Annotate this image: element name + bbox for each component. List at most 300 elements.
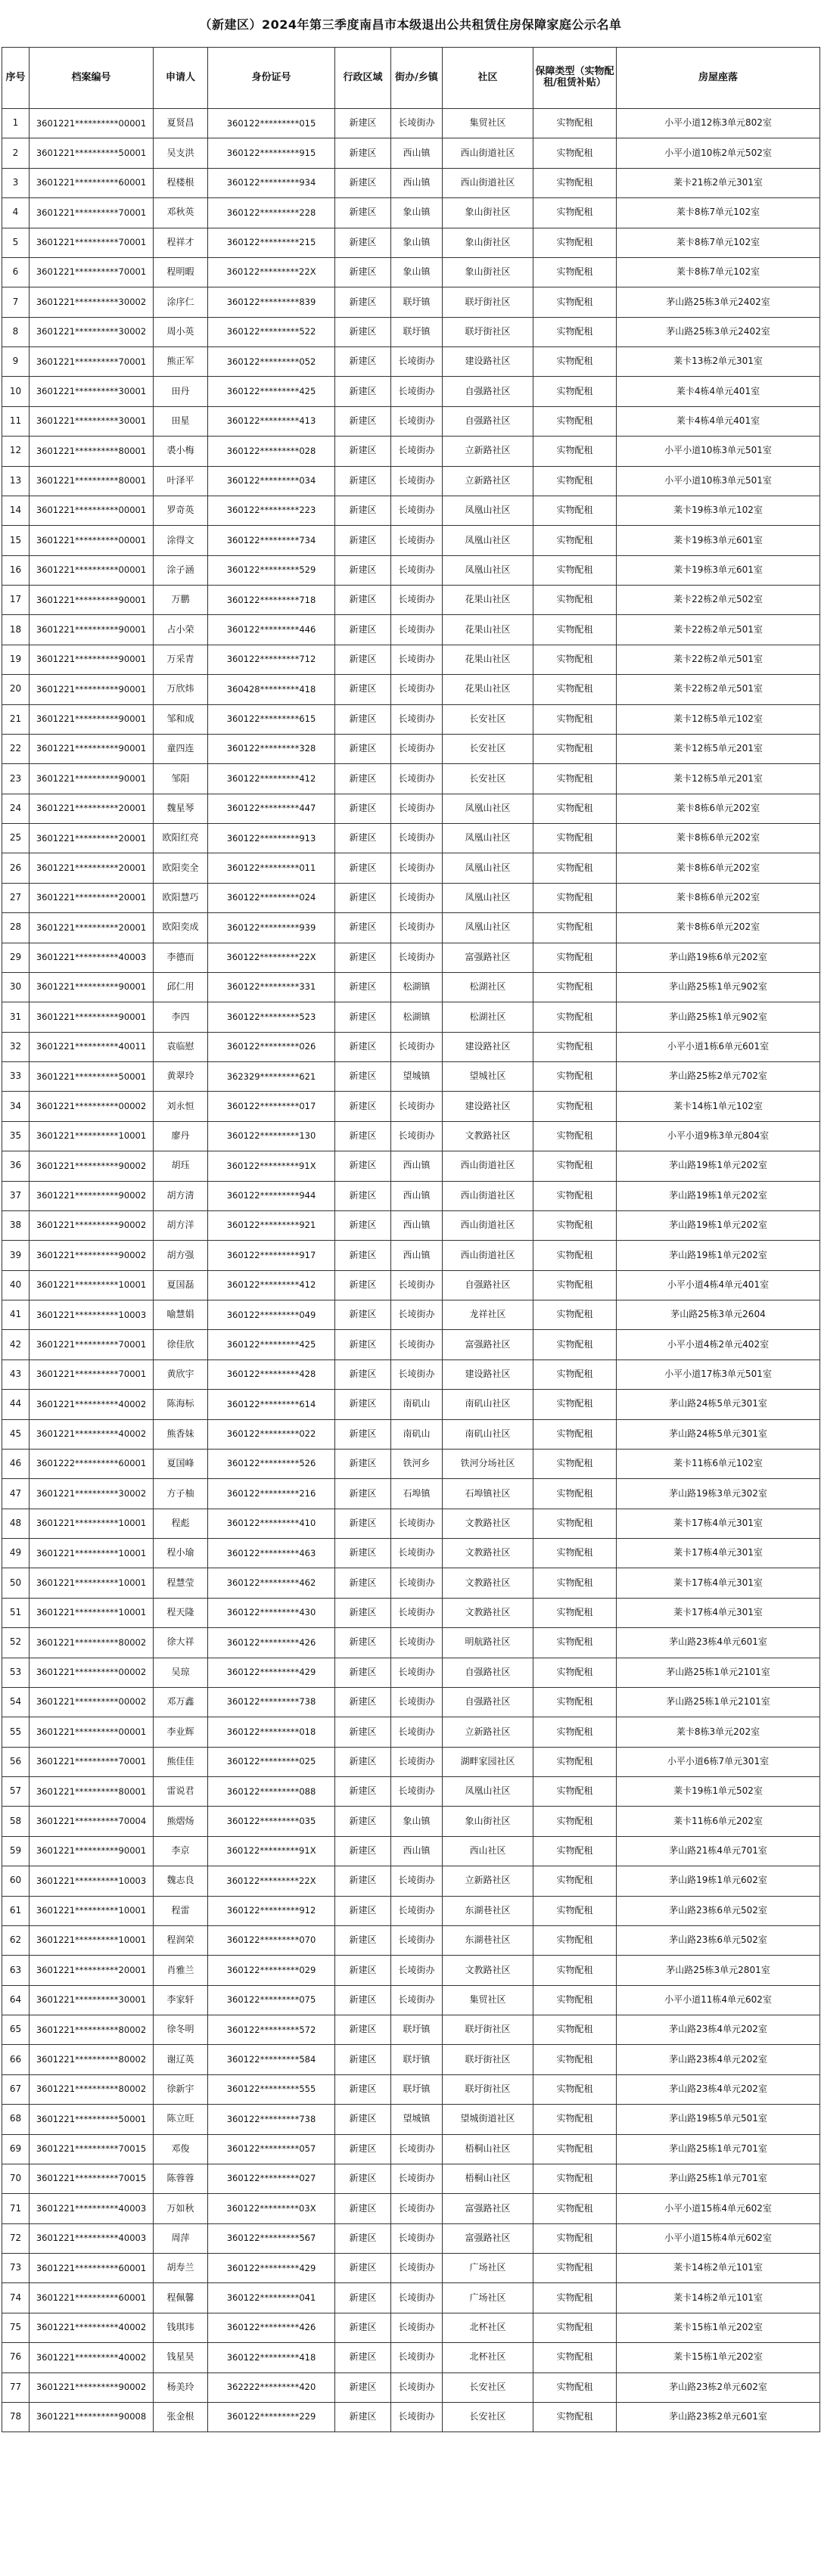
cell-id-no: 360122*********413 [208,406,335,436]
cell-applicant: 钱星昊 [154,2343,208,2372]
cell-index: 33 [2,1062,30,1092]
cell-index: 70 [2,2164,30,2193]
cell-subdistrict: 长堎街办 [391,1568,443,1598]
cell-address: 茅山路25栋3单元2402室 [617,317,820,346]
table-row [2,2015,820,2045]
cell-district: 新建区 [335,1390,391,1419]
cell-community: 文教路社区 [443,1509,533,1538]
cell-applicant: 欧阳慧巧 [154,883,208,912]
table-row [2,2283,820,2313]
cell-index: 62 [2,1925,30,1955]
cell-index: 7 [2,287,30,317]
cell-subdistrict: 长堎街办 [391,615,443,645]
cell-file-no: 3601221**********40003 [30,2194,154,2223]
table-row [2,943,820,972]
cell-address: 莱卡19栋3单元102室 [617,496,820,525]
table-row [2,109,820,138]
cell-district: 新建区 [335,466,391,496]
cell-district: 新建区 [335,883,391,912]
cell-subdistrict: 长堎街办 [391,1121,443,1151]
table-row [2,138,820,168]
cell-subdistrict: 象山镇 [391,257,443,287]
cell-subdistrict: 长堎街办 [391,1956,443,1985]
cell-index: 73 [2,2254,30,2283]
cell-address: 小平小道15栋4单元602室 [617,2194,820,2223]
cell-address: 莱卡22栋2单元501室 [617,615,820,645]
cell-community: 长安社区 [443,734,533,763]
cell-support-type: 实物配租 [533,2105,617,2134]
header-cell-address: 房屋座落 [617,48,820,109]
cell-support-type: 实物配租 [533,2223,617,2253]
cell-district: 新建区 [335,2343,391,2372]
cell-file-no: 3601221**********00001 [30,496,154,525]
cell-address: 茅山路19栋5单元501室 [617,2105,820,2134]
cell-file-no: 3601221**********30002 [30,317,154,346]
cell-community: 立新路社区 [443,1866,533,1896]
cell-community: 花果山社区 [443,586,533,615]
cell-community: 文教路社区 [443,1539,533,1568]
cell-subdistrict: 长堎街办 [391,2402,443,2432]
cell-community: 凤凰山社区 [443,824,533,853]
cell-support-type: 实物配租 [533,555,617,585]
cell-community: 自强路社区 [443,377,533,406]
cell-support-type: 实物配租 [533,1985,617,2015]
cell-index: 67 [2,2074,30,2104]
cell-support-type: 实物配租 [533,615,617,645]
cell-support-type: 实物配租 [533,764,617,794]
cell-community: 文教路社区 [443,1956,533,1985]
cell-subdistrict: 长堎街办 [391,913,443,943]
table-row [2,1210,820,1240]
cell-support-type: 实物配租 [533,1925,617,1955]
cell-community: 明航路社区 [443,1628,533,1658]
cell-district: 新建区 [335,1807,391,1836]
cell-subdistrict: 长堎街办 [391,794,443,823]
cell-file-no: 3601221**********10001 [30,1925,154,1955]
cell-subdistrict: 松湖镇 [391,972,443,1002]
cell-address: 小平小道10栋3单元501室 [617,437,820,466]
cell-applicant: 黄翠玲 [154,1062,208,1092]
cell-district: 新建区 [335,1121,391,1151]
cell-index: 68 [2,2105,30,2134]
cell-id-no: 360122*********462 [208,1568,335,1598]
cell-id-no: 360122*********024 [208,883,335,912]
cell-id-no: 360122*********91X [208,1836,335,1866]
cell-address: 小平小道10栋3单元501室 [617,466,820,496]
table-row [2,1449,820,1478]
cell-applicant: 谢辽英 [154,2045,208,2074]
cell-community: 西山社区 [443,1836,533,1866]
cell-id-no: 360122*********555 [208,2074,335,2104]
cell-district: 新建区 [335,1151,391,1181]
cell-district: 新建区 [335,1032,391,1061]
cell-id-no: 360122*********91X [208,1151,335,1181]
cell-file-no: 3601221**********90002 [30,1210,154,1240]
cell-address: 小平小道9栋3单元804室 [617,1121,820,1151]
cell-index: 18 [2,615,30,645]
cell-subdistrict: 长堎街办 [391,764,443,794]
cell-index: 24 [2,794,30,823]
cell-file-no: 3601221**********80002 [30,2074,154,2104]
cell-community: 望城街道社区 [443,2105,533,2134]
table-row [2,1687,820,1717]
cell-applicant: 程雷 [154,1896,208,1925]
table-row [2,2372,820,2402]
cell-subdistrict: 长堎街办 [391,1658,443,1687]
cell-subdistrict: 长堎街办 [391,1300,443,1330]
cell-support-type: 实物配租 [533,2283,617,2313]
cell-applicant: 陈海标 [154,1390,208,1419]
cell-subdistrict: 长堎街办 [391,675,443,704]
cell-index: 27 [2,883,30,912]
cell-support-type: 实物配租 [533,228,617,257]
cell-file-no: 3601221**********10001 [30,1121,154,1151]
cell-address: 茅山路25栋1单元701室 [617,2134,820,2164]
table-row [2,1121,820,1151]
table-row [2,406,820,436]
cell-subdistrict: 长堎街办 [391,1866,443,1896]
cell-community: 集贸社区 [443,109,533,138]
cell-id-no: 360122*********028 [208,437,335,466]
cell-district: 新建区 [335,2194,391,2223]
cell-index: 54 [2,1687,30,1717]
cell-id-no: 360122*********529 [208,555,335,585]
cell-applicant: 欧阳红亮 [154,824,208,853]
cell-community: 象山街社区 [443,257,533,287]
cell-applicant: 徐大祥 [154,1628,208,1658]
cell-district: 新建区 [335,1181,391,1210]
cell-district: 新建区 [335,317,391,346]
cell-district: 新建区 [335,1449,391,1478]
cell-id-no: 360122*********463 [208,1539,335,1568]
cell-index: 74 [2,2283,30,2313]
cell-id-no: 360122*********22X [208,1866,335,1896]
cell-file-no: 3601221**********00001 [30,109,154,138]
cell-index: 28 [2,913,30,943]
cell-support-type: 实物配租 [533,1092,617,1121]
cell-community: 松湖社区 [443,972,533,1002]
cell-file-no: 3601221**********60001 [30,2254,154,2283]
cell-address: 莱卡17栋4单元301室 [617,1509,820,1538]
cell-applicant: 熊佳佳 [154,1747,208,1776]
cell-id-no: 360122*********03X [208,2194,335,2223]
cell-support-type: 实物配租 [533,198,617,228]
cell-district: 新建区 [335,1925,391,1955]
cell-support-type: 实物配租 [533,2134,617,2164]
cell-index: 77 [2,2372,30,2402]
cell-index: 43 [2,1359,30,1389]
table-row [2,1330,820,1359]
cell-index: 49 [2,1539,30,1568]
header-row [2,48,820,109]
cell-file-no: 3601221**********90008 [30,2402,154,2432]
cell-file-no: 3601221**********90001 [30,1836,154,1866]
cell-address: 茅山路25栋3单元2402室 [617,287,820,317]
cell-file-no: 3601221**********30001 [30,1985,154,2015]
cell-file-no: 3601221**********80002 [30,2045,154,2074]
cell-district: 新建区 [335,287,391,317]
cell-index: 12 [2,437,30,466]
cell-index: 21 [2,704,30,734]
cell-district: 新建区 [335,1300,391,1330]
cell-id-no: 360122*********425 [208,377,335,406]
cell-file-no: 3601221**********50001 [30,1062,154,1092]
cell-address: 小平小道10栋2单元502室 [617,138,820,168]
cell-id-no: 360122*********921 [208,1210,335,1240]
cell-support-type: 实物配租 [533,1062,617,1092]
cell-index: 78 [2,2402,30,2432]
cell-address: 莱卡22栋2单元501室 [617,645,820,674]
cell-district: 新建区 [335,615,391,645]
table-row [2,764,820,794]
table-row [2,377,820,406]
cell-district: 新建区 [335,943,391,972]
cell-district: 新建区 [335,913,391,943]
cell-district: 新建区 [335,764,391,794]
cell-district: 新建区 [335,1241,391,1270]
cell-applicant: 程佩馨 [154,2283,208,2313]
cell-index: 51 [2,1598,30,1627]
cell-address: 莱卡4栋4单元401室 [617,377,820,406]
cell-support-type: 实物配租 [533,704,617,734]
cell-id-no: 360122*********584 [208,2045,335,2074]
cell-address: 莱卡19栋3单元601室 [617,526,820,555]
cell-index: 8 [2,317,30,346]
cell-index: 17 [2,586,30,615]
cell-district: 新建区 [335,138,391,168]
cell-applicant: 欧阳奕全 [154,853,208,883]
cell-index: 20 [2,675,30,704]
cell-address: 莱卡17栋4单元301室 [617,1568,820,1598]
cell-community: 西山街道社区 [443,138,533,168]
cell-address: 莱卡8栋6单元202室 [617,824,820,853]
cell-community: 广场社区 [443,2283,533,2313]
cell-address: 莱卡15栋1单元202室 [617,2313,820,2342]
cell-district: 新建区 [335,1062,391,1092]
cell-community: 立新路社区 [443,437,533,466]
cell-district: 新建区 [335,704,391,734]
cell-subdistrict: 长堎街办 [391,645,443,674]
cell-index: 63 [2,1956,30,1985]
cell-district: 新建区 [335,2164,391,2193]
cell-subdistrict: 长堎街办 [391,1896,443,1925]
cell-file-no: 3601221**********30001 [30,377,154,406]
cell-support-type: 实物配租 [533,1121,617,1151]
cell-community: 立新路社区 [443,466,533,496]
cell-id-no: 360122*********526 [208,1449,335,1478]
cell-district: 新建区 [335,1479,391,1509]
cell-file-no: 3601221**********70001 [30,257,154,287]
cell-file-no: 3601221**********20001 [30,883,154,912]
cell-id-no: 360122*********410 [208,1509,335,1538]
cell-subdistrict: 长堎街办 [391,1777,443,1807]
cell-community: 联圩街社区 [443,2015,533,2045]
table-row [2,1658,820,1687]
cell-file-no: 3601221**********90001 [30,1002,154,1032]
cell-id-no: 360122*********522 [208,317,335,346]
cell-district: 新建区 [335,1419,391,1449]
cell-community: 北杯社区 [443,2313,533,2342]
cell-community: 花果山社区 [443,615,533,645]
cell-id-no: 360122*********328 [208,734,335,763]
cell-id-no: 360122*********228 [208,198,335,228]
cell-address: 莱卡4栋4单元401室 [617,406,820,436]
cell-index: 71 [2,2194,30,2223]
cell-support-type: 实物配租 [533,913,617,943]
cell-id-no: 360122*********412 [208,1270,335,1300]
cell-subdistrict: 象山镇 [391,198,443,228]
cell-community: 联圩街社区 [443,2074,533,2104]
cell-applicant: 胡方洋 [154,1210,208,1240]
cell-id-no: 360122*********426 [208,2313,335,2342]
cell-index: 34 [2,1092,30,1121]
cell-support-type: 实物配租 [533,347,617,377]
cell-id-no: 360122*********523 [208,1002,335,1032]
cell-support-type: 实物配租 [533,1539,617,1568]
cell-id-no: 360122*********944 [208,1181,335,1210]
cell-subdistrict: 西山镇 [391,1210,443,1240]
cell-index: 9 [2,347,30,377]
cell-index: 46 [2,1449,30,1478]
cell-index: 47 [2,1479,30,1509]
cell-community: 立新路社区 [443,1717,533,1747]
table-row [2,704,820,734]
cell-support-type: 实物配租 [533,1598,617,1627]
cell-index: 39 [2,1241,30,1270]
table-row [2,2343,820,2372]
cell-community: 联圩街社区 [443,287,533,317]
cell-support-type: 实物配租 [533,1717,617,1747]
cell-support-type: 实物配租 [533,1479,617,1509]
cell-index: 31 [2,1002,30,1032]
cell-subdistrict: 长堎街办 [391,2223,443,2253]
cell-subdistrict: 长堎街办 [391,2372,443,2402]
cell-district: 新建区 [335,1658,391,1687]
cell-address: 茅山路23栋2单元601室 [617,2402,820,2432]
cell-applicant: 方子柚 [154,1479,208,1509]
cell-community: 自强路社区 [443,1658,533,1687]
cell-subdistrict: 长堎街办 [391,1330,443,1359]
cell-district: 新建区 [335,1210,391,1240]
cell-address: 莱卡12栋5单元201室 [617,764,820,794]
cell-index: 19 [2,645,30,674]
cell-index: 32 [2,1032,30,1061]
roster-table [2,47,820,2432]
cell-id-no: 360122*********934 [208,168,335,197]
cell-file-no: 3601221**********90001 [30,734,154,763]
cell-applicant: 雷说君 [154,1777,208,1807]
cell-file-no: 3601221**********10001 [30,1270,154,1300]
cell-district: 新建区 [335,853,391,883]
table-row [2,1807,820,1836]
cell-file-no: 3601221**********10001 [30,1598,154,1627]
cell-support-type: 实物配租 [533,1359,617,1389]
cell-district: 新建区 [335,228,391,257]
cell-subdistrict: 望城镇 [391,1062,443,1092]
cell-applicant: 田丹 [154,377,208,406]
cell-id-no: 360122*********011 [208,853,335,883]
cell-index: 10 [2,377,30,406]
header-cell-community: 社区 [443,48,533,109]
cell-address: 茅山路25栋3单元2801室 [617,1956,820,1985]
cell-id-no: 360122*********734 [208,526,335,555]
cell-subdistrict: 联圩镇 [391,287,443,317]
cell-applicant: 夏国峰 [154,1449,208,1478]
cell-support-type: 实物配租 [533,1270,617,1300]
cell-index: 40 [2,1270,30,1300]
cell-index: 55 [2,1717,30,1747]
cell-applicant: 吴琼 [154,1658,208,1687]
cell-support-type: 实物配租 [533,1807,617,1836]
cell-applicant: 李京 [154,1836,208,1866]
cell-id-no: 360122*********939 [208,913,335,943]
cell-address: 茅山路25栋1单元2101室 [617,1658,820,1687]
cell-community: 象山街社区 [443,1807,533,1836]
cell-district: 新建区 [335,1956,391,1985]
table-row [2,317,820,346]
cell-address: 茅山路19栋1单元202室 [617,1151,820,1181]
cell-applicant: 万如秋 [154,2194,208,2223]
cell-district: 新建区 [335,2402,391,2432]
cell-address: 茅山路24栋5单元301室 [617,1390,820,1419]
cell-index: 52 [2,1628,30,1658]
cell-id-no: 360428*********418 [208,675,335,704]
table-row [2,347,820,377]
cell-support-type: 实物配租 [533,168,617,197]
table-row [2,555,820,585]
cell-id-no: 360122*********075 [208,1985,335,2015]
cell-index: 30 [2,972,30,1002]
cell-file-no: 3601221**********40002 [30,1390,154,1419]
cell-address: 茅山路19栋1单元202室 [617,1241,820,1270]
table-row [2,1985,820,2015]
cell-community: 集贸社区 [443,1985,533,2015]
cell-id-no: 360122*********022 [208,1419,335,1449]
cell-address: 小平小道4栋2单元402室 [617,1330,820,1359]
cell-support-type: 实物配租 [533,287,617,317]
cell-community: 梧桐山社区 [443,2164,533,2193]
cell-applicant: 涂序仁 [154,287,208,317]
table-row [2,913,820,943]
cell-community: 西山街道社区 [443,168,533,197]
cell-support-type: 实物配租 [533,883,617,912]
cell-index: 72 [2,2223,30,2253]
cell-subdistrict: 长堎街办 [391,704,443,734]
cell-subdistrict: 南矶山 [391,1390,443,1419]
cell-subdistrict: 长堎街办 [391,853,443,883]
cell-district: 新建区 [335,1866,391,1896]
cell-id-no: 360122*********215 [208,228,335,257]
cell-district: 新建区 [335,2015,391,2045]
cell-id-no: 360122*********049 [208,1300,335,1330]
cell-file-no: 3601221**********90001 [30,586,154,615]
cell-applicant: 程明暇 [154,257,208,287]
cell-community: 西山街道社区 [443,1151,533,1181]
cell-index: 38 [2,1210,30,1240]
cell-index: 75 [2,2313,30,2342]
cell-address: 茅山路23栋4单元202室 [617,2015,820,2045]
cell-address: 莱卡8栋7单元102室 [617,257,820,287]
cell-id-no: 360122*********057 [208,2134,335,2164]
cell-district: 新建区 [335,1896,391,1925]
table-row [2,794,820,823]
document-title: （新建区）2024年第三季度南昌市本级退出公共租赁住房保障家庭公示名单 [199,17,622,32]
cell-file-no: 3601221**********10001 [30,1568,154,1598]
table-row [2,1568,820,1598]
cell-applicant: 程祥才 [154,228,208,257]
cell-file-no: 3601221**********20001 [30,853,154,883]
cell-address: 小平小道12栋3单元802室 [617,109,820,138]
